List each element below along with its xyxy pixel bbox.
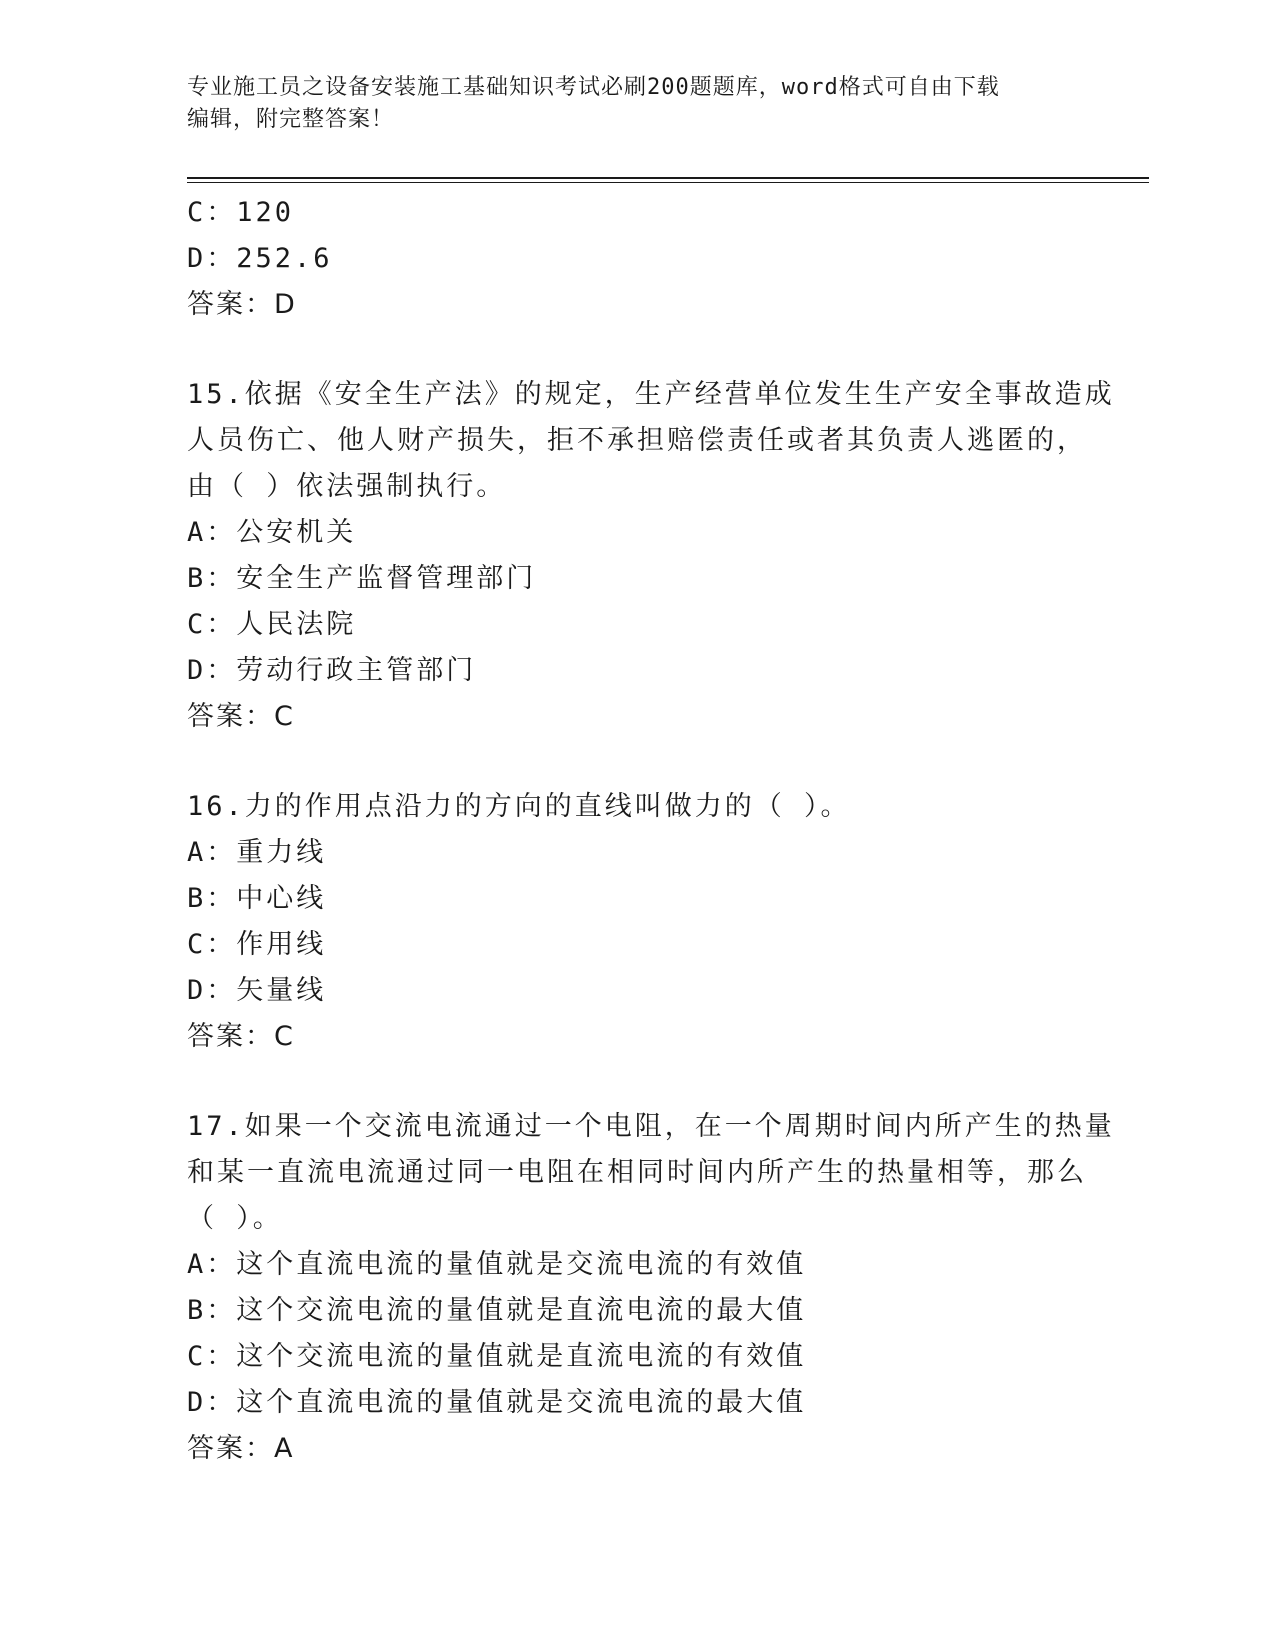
option-line [187,1288,1087,1334]
answer-line: 答案：C [187,701,295,732]
option-key: C： [187,929,237,960]
question-text-line: 15.依据《安全生产法》的规定，生产经营单位发生生产安全事故造成 [187,379,1115,410]
question-text-line: （ ）。 [187,1203,283,1234]
option-key: C： [187,609,237,640]
document-header [187,72,1087,136]
question-text-line: 17.如果一个交流电流通过一个电阻，在一个周期时间内所产生的热量 [187,1111,1115,1142]
option-key: D： [187,1387,237,1418]
option-key: D： [187,655,237,686]
spacer [187,1060,1087,1104]
option-line [187,968,1087,1014]
option-line [187,648,1087,694]
option-key: B： [187,883,237,914]
option-text: 这个直流电流的量值就是交流电流的最大值 [236,1387,807,1418]
previous-question-fragment [187,190,1087,328]
answer-line: 答案：D [187,289,297,320]
option-key: A： [187,1249,237,1280]
question-text-line: 16.力的作用点沿力的方向的直线叫做力的（ ）。 [187,791,851,822]
option-text: 这个交流电流的量值就是直流电流的有效值 [236,1341,807,1372]
option-text: 人民法院 [236,609,357,640]
header-line-2: 编辑，附完整答案！ [187,107,395,132]
option-line [187,556,1087,602]
option-text: 劳动行政主管部门 [236,655,477,686]
option-line [187,876,1087,922]
option-key: A： [187,837,237,868]
answer-line: 答案：C [187,1021,295,1052]
option-line [187,830,1087,876]
option-key: D： [187,975,237,1006]
option-line [187,510,1087,556]
question-15 [187,372,1115,740]
option-text: 252.6 [236,243,333,274]
option-text: 公安机关 [236,517,357,548]
option-key: D： [187,243,237,274]
spacer [187,740,1087,784]
option-text: 这个直流电流的量值就是交流电流的有效值 [236,1249,807,1280]
question-text-line: 人员伤亡、他人财产损失，拒不承担赔偿责任或者其负责人逃匿的， [187,425,1087,456]
option-text: 120 [236,197,295,228]
question-text-line: 和某一直流电流通过同一电阻在相同时间内所产生的热量相等，那么 [187,1157,1087,1188]
option-line [187,236,1087,282]
option-line [187,190,1087,236]
option-line [187,602,1087,648]
option-line [187,1242,1087,1288]
option-text: 安全生产监督管理部门 [236,563,537,594]
header-divider [187,177,1149,179]
spacer [187,328,1087,372]
question-17 [187,1104,1115,1472]
question-text-line: 由（ ）依法强制执行。 [187,471,507,502]
answer-line: 答案：A [187,1433,295,1464]
option-line [187,1380,1087,1426]
header-line-1: 专业施工员之设备安装施工基础知识考试必刷200题题库，word格式可自由下载 [187,75,1000,100]
option-text: 矢量线 [236,975,327,1006]
option-text: 作用线 [236,929,327,960]
option-line [187,1334,1087,1380]
option-key: A： [187,517,237,548]
option-text: 这个交流电流的量值就是直流电流的最大值 [236,1295,807,1326]
option-key: B： [187,563,237,594]
option-text: 重力线 [236,837,327,868]
option-text: 中心线 [236,883,327,914]
option-key: B： [187,1295,237,1326]
question-content [187,190,1115,1472]
option-key: C： [187,197,237,228]
question-16 [187,784,1087,1060]
option-key: C： [187,1341,237,1372]
option-line [187,922,1087,968]
header-divider-thin [187,182,1149,183]
